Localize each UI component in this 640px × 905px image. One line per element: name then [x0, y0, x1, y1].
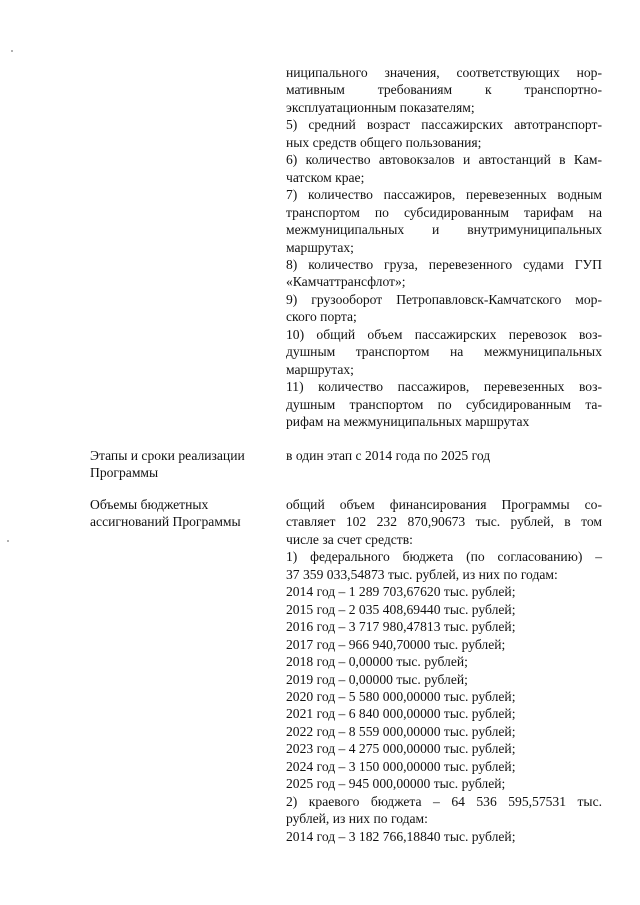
budget-line: рублей, из них по годам:	[286, 811, 428, 827]
indicator-line: эксплуатационным показателям;	[286, 99, 475, 115]
indicator-line: 9) грузооборот Петропавловск-Камчатского мор-	[286, 291, 602, 307]
budget-line: 2023 год – 4 275 000,00000 тыс. рублей;	[286, 741, 516, 757]
indicator-line: 7) количество пассажиров, перевезенных водным	[286, 187, 602, 203]
indicator-line: мативным требованиям к транспортно-	[286, 82, 602, 98]
indicator-line: 11) количество пассажиров, перевезенных воз-	[286, 379, 602, 395]
budget-line: 2014 год – 1 289 703,67620 тыс. рублей;	[286, 584, 516, 600]
budget-line: 2025 год – 945 000,00000 тыс. рублей;	[286, 776, 506, 792]
indicator-line: 8) количество груза, перевезенного судами ГУП	[286, 256, 602, 272]
indicator-line: ниципального значения, соответствующих нор-	[286, 65, 602, 80]
indicator-line: рифам на межмуниципальных маршрутах	[286, 414, 530, 429]
budget-line: 2020 год – 5 580 000,00000 тыс. рублей;	[286, 688, 516, 704]
indicator-line: 10) общий объем пассажирских перевозок воз-	[286, 326, 602, 342]
budget-line: 2014 год – 3 182 766,18840 тыс. рублей;	[286, 828, 516, 844]
indicator-line: 5) средний возраст пассажирских автотранспорт-	[286, 117, 602, 133]
budget-line: 2) краевого бюджета – 64 536 595,57531 тыс.	[286, 793, 602, 809]
scan-speck	[7, 540, 9, 542]
budget-line: ставляет 102 232 870,90673 тыс. рублей, в том	[286, 514, 602, 530]
indicator-line: душным транспортом по субсидированным та-	[286, 396, 602, 412]
indicator-line: транспортом по субсидированным тарифам на	[286, 204, 602, 220]
indicator-line: 6) количество автовокзалов и автостанций в Кам-	[286, 152, 602, 168]
budget-line: 2021 год – 6 840 000,00000 тыс. рублей;	[286, 706, 516, 722]
budget-line: 2024 год – 3 150 000,00000 тыс. рублей;	[286, 758, 516, 774]
indicator-line: маршрутах;	[286, 361, 354, 377]
indicator-line: межмуниципальных и внутримуниципальных	[286, 222, 602, 238]
budget-line: 37 359 033,54873 тыс. рублей, из них по годам:	[286, 566, 558, 582]
budget-line: 1) федерального бюджета (по согласованию) –	[286, 549, 602, 565]
indicator-line: душным транспортом на межмуниципальных	[286, 344, 602, 360]
budget-line: 2015 год – 2 035 408,69440 тыс. рублей;	[286, 601, 516, 617]
stages-label-line-2: Программы	[90, 465, 159, 480]
stages-label-line-1: Этапы и сроки реализации	[90, 448, 245, 463]
budget-line: 2022 год – 8 559 000,00000 тыс. рублей;	[286, 723, 516, 739]
budget-line: 2016 год – 3 717 980,47813 тыс. рублей;	[286, 619, 516, 635]
scan-speck	[11, 50, 13, 52]
indicator-line: «Камчаттрансфлот»;	[286, 274, 406, 290]
budget-line: 2017 год – 966 940,70000 тыс. рублей;	[286, 636, 506, 652]
budget-line: 2019 год – 0,00000 тыс. рублей;	[286, 671, 468, 687]
indicator-line: маршрутах;	[286, 239, 354, 255]
budget-line: 2018 год – 0,00000 тыс. рублей;	[286, 654, 468, 670]
indicator-line: ных средств общего пользования;	[286, 134, 482, 150]
indicator-line: чатском крае;	[286, 169, 365, 185]
stages-value: в один этап с 2014 года по 2025 год	[286, 448, 491, 463]
budget-label-line-2: ассигнований Программы	[90, 514, 241, 529]
budget-line: общий объем финансирования Программы со-	[286, 497, 602, 512]
budget-line: числе за счет средств:	[286, 531, 413, 547]
indicator-line: ского порта;	[286, 309, 357, 325]
budget-label-line-1: Объемы бюджетных	[90, 497, 209, 512]
